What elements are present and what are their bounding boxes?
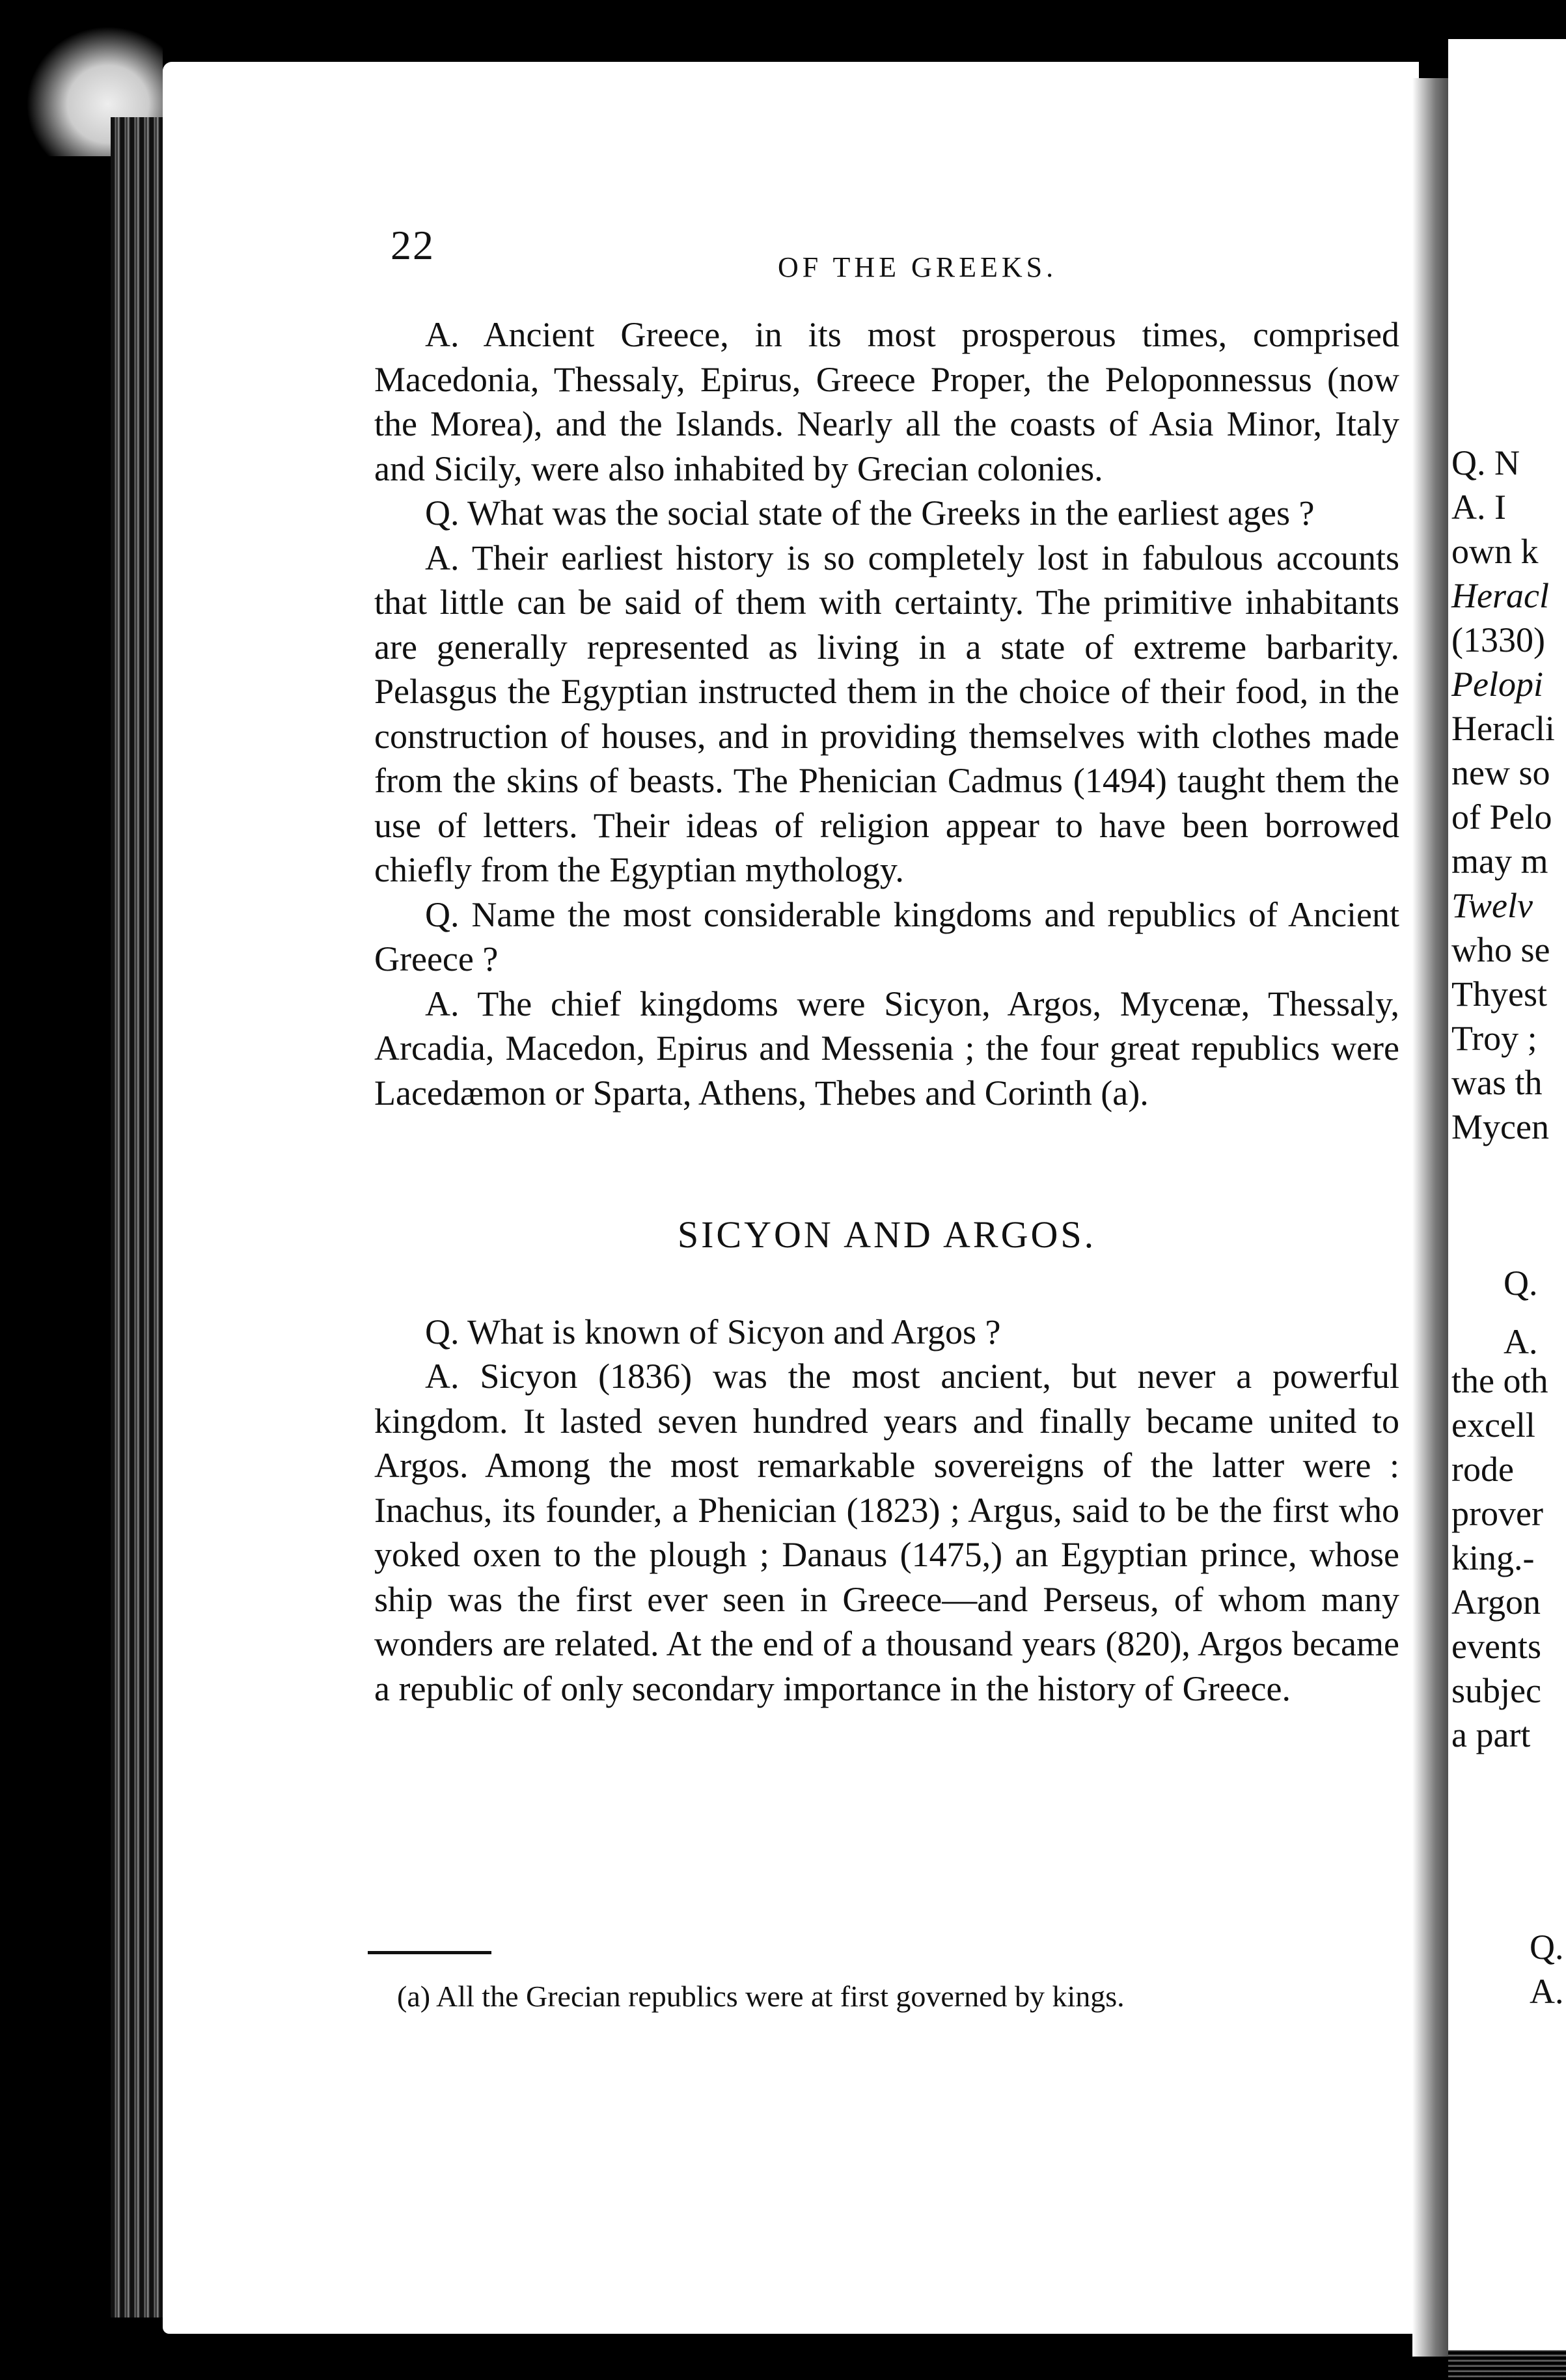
paragraph: A. The chief kingdoms were Sicyon, Argos, Mycenæ, Thessaly, Arcadia, Macedon, Epirus and Messenia ; the four great republics were Lacedæmon or Sparta, Athens, Thebes and Corinth (a).: [374, 984, 1399, 1113]
footnote-rule: [368, 1951, 491, 1954]
facing-line: Q. N: [1451, 443, 1520, 482]
running-head: OF THE GREEKS.: [778, 251, 1058, 283]
facing-line: Pelopi: [1451, 665, 1543, 704]
facing-line: Heracl: [1451, 576, 1549, 615]
paragraph: Q. Name the most considerable kingdoms and republics of Ancient Greece ?: [374, 894, 1399, 978]
facing-line: was th: [1451, 1063, 1543, 1102]
facing-line: A.: [1504, 1322, 1538, 1361]
footnote: (a) All the Grecian republics were at first governed by kings.: [397, 1980, 1125, 2013]
facing-line: Troy ;: [1451, 1019, 1537, 1058]
paragraph: A. Ancient Greece, in its most prosperous times, comprised Macedonia, Thessaly, Epirus, Greece Proper, the Peloponnessus (now the Morea), and the Islands. Nearly all the coasts of Asia Minor, Italy and Sicily, were also inhabited by Grecian colonies.: [374, 315, 1399, 488]
page-gutter-shadow: [1412, 78, 1451, 2357]
facing-line: Q.: [1504, 1264, 1538, 1303]
book-spine: [111, 117, 169, 2318]
facing-line: Thyest: [1451, 975, 1547, 1014]
facing-line: subjec: [1451, 1671, 1541, 1710]
paragraph: Q. What is known of Sicyon and Argos ?: [425, 1312, 1001, 1351]
facing-line: may m: [1451, 842, 1548, 881]
facing-line: Argon: [1451, 1583, 1541, 1622]
paragraph: A. Their earliest history is so completely lost in fabulous accounts that little can be said of them with certainty. The primitive inhabitants are generally represented as living in a state of extreme barbarity. Pelasgus the Egyptian instructed them in the choice of their food, in the construction of houses, and in providing themselves with clothes made from the skins of beasts. The Phenician Cadmus (1494) taught them the use of letters. Their ideas of religion appear to have been borrowed chiefly from the Egyptian mythology.: [374, 538, 1399, 889]
facing-line: who se: [1451, 930, 1550, 969]
facing-line: events: [1451, 1627, 1541, 1666]
facing-line: Twelv: [1451, 886, 1533, 925]
page-body: [374, 312, 1399, 1711]
facing-line: the oth: [1451, 1361, 1548, 1400]
paragraph: A. Sicyon (1836) was the most ancient, but never a powerful kingdom. It lasted seven hundred years and finally became united to Argos. Among the most remarkable sovereigns of the latter were : Inachus, its founder, a Phenician (1823) ; Argus, said to be the first who yoked oxen to the plough ; Danaus (1475,) an Egyptian prince, whose ship was the first ever seen in Greece—and Perseus, of whom many wonders are related. At the end of a thousand years (820), Argos became a republic of only secondary importance in the history of Greece.: [374, 1357, 1399, 1708]
facing-line: new so: [1451, 753, 1550, 792]
facing-line: prover: [1451, 1494, 1543, 1533]
facing-line: Q.: [1530, 1928, 1564, 1967]
facing-line: A.: [1530, 1972, 1564, 2011]
facing-line: of Pelo: [1451, 797, 1552, 837]
facing-line: Mycen: [1451, 1107, 1549, 1146]
facing-page: [1448, 39, 1566, 2357]
facing-line: a part: [1451, 1715, 1531, 1754]
facing-line: Heracli: [1451, 709, 1555, 748]
facing-line: A. I: [1451, 488, 1506, 527]
section-title: SICYON AND ARGOS.: [677, 1213, 1097, 1256]
paragraph: Q. What was the social state of the Greeks in the earliest ages ?: [425, 493, 1315, 533]
facing-line: rode: [1451, 1450, 1514, 1489]
facing-line: (1330): [1451, 620, 1545, 659]
facing-line: own k: [1451, 532, 1539, 571]
facing-line: excell: [1451, 1405, 1535, 1445]
page-number: 22: [391, 222, 435, 268]
facing-line: king.-: [1451, 1538, 1535, 1577]
facing-page-edge: [1448, 2350, 1566, 2380]
